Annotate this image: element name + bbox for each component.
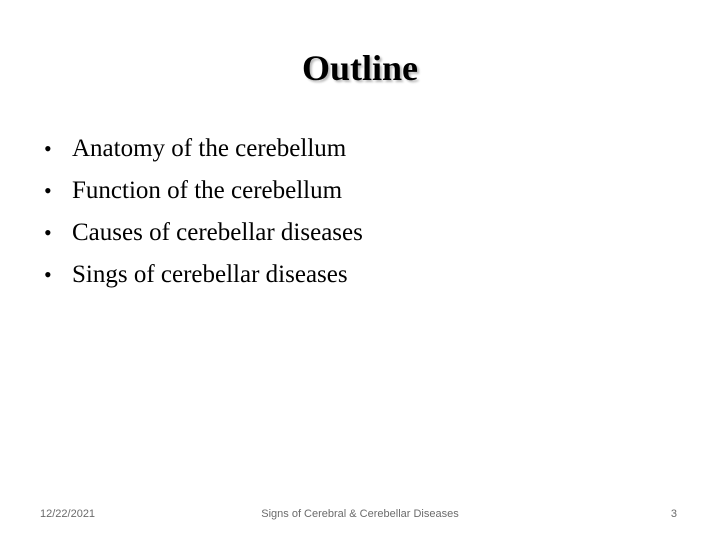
bullet-item [42, 212, 363, 254]
bullet-marker: • [44, 136, 52, 161]
bullet-item [42, 128, 363, 170]
bullet-list [42, 128, 363, 296]
bullet-text: Anatomy of the cerebellum [72, 135, 347, 162]
bullet-item [42, 170, 363, 212]
bullet-text: Causes of cerebellar diseases [72, 219, 363, 246]
page-number: 3 [670, 508, 677, 520]
bullet-marker: • [44, 262, 52, 287]
bullet-text: Function of the cerebellum [72, 177, 343, 204]
footer-title: Signs of Cerebral & Cerebellar Diseases [261, 508, 459, 520]
bullet-marker: • [44, 220, 52, 245]
bullet-text: Sings of cerebellar diseases [72, 261, 348, 288]
bullet-item [42, 254, 363, 296]
bullet-marker: • [44, 178, 52, 203]
slide-title: Outline [301, 48, 418, 88]
footer-date: 12/22/2021 [40, 508, 96, 520]
